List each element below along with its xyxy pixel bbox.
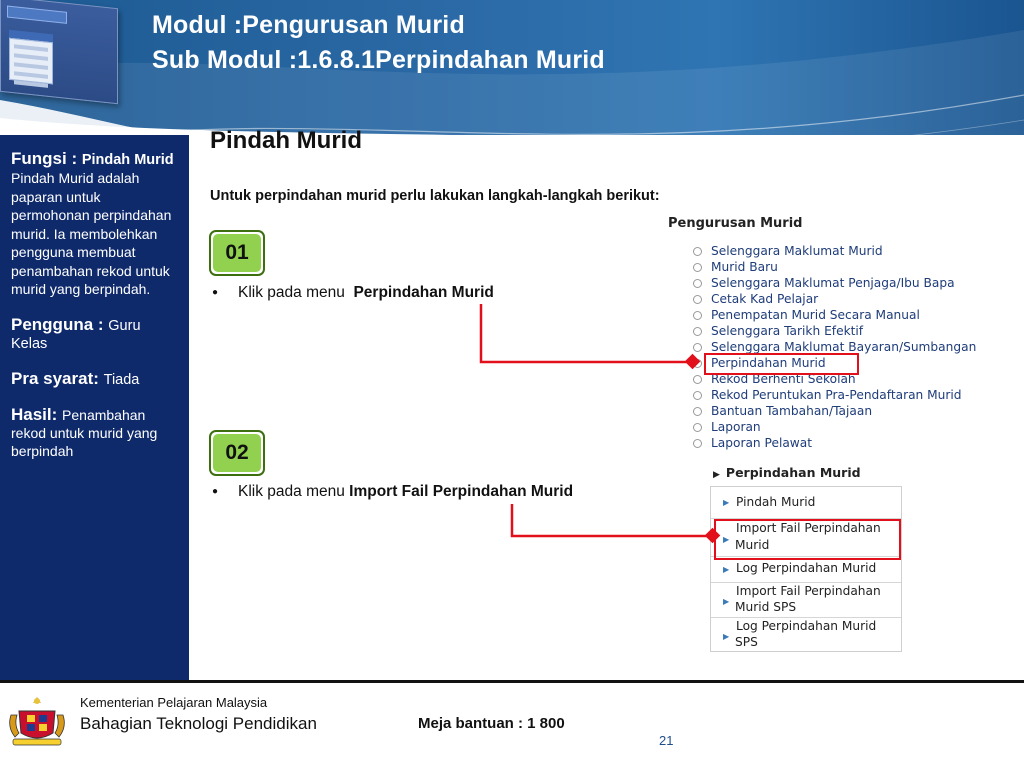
triangle-right-icon: ▶ <box>723 498 730 507</box>
bullet-icon: ● <box>212 486 219 497</box>
highlight-import-fail <box>714 519 901 560</box>
header-banner <box>0 0 1024 135</box>
submenu-item-import-fail-perpindahan-murid[interactable]: ▶ Import Fail Perpindahan Murid <box>711 519 901 557</box>
system-screenshot-thumbnail <box>0 0 118 104</box>
radio-icon <box>693 263 702 272</box>
page-number: 21 <box>659 733 674 748</box>
step-01-prefix: Klik pada menu <box>238 284 354 301</box>
helpdesk-number: Meja bantuan : 1 800 <box>418 715 565 732</box>
triangle-right-icon: ▶ <box>723 632 730 641</box>
connector-line-2 <box>512 504 712 536</box>
division-name: Bahagian Teknologi Pendidikan <box>80 714 317 733</box>
submenu-item-log-sps[interactable]: ▶ Log Perpindahan Murid SPS <box>723 619 877 649</box>
radio-icon <box>693 359 702 368</box>
ministry-name: Kementerian Pelajaran Malaysia <box>80 695 268 710</box>
pengurusan-murid-menu: Pengurusan Murid Selenggara Maklumat Murid Murid Baru Selenggara Maklumat Penjaga/Ibu Bapa Cetak Kad Pelajar Penempatan Murid Secara Manual Selenggara Tarikh Efektif Selenggara Maklumat Bayaran/Sumbangan Perpindahan Murid Rekod Berhenti Sekolah Rekod Peruntukan Pra-Pendaftaran Murid Bantuan Tambahan/Tajaan Laporan Laporan Pelawat <box>668 216 977 450</box>
fungsi-label: Fungsi : <box>11 149 82 168</box>
step-02-badge <box>209 430 265 476</box>
prasyarat-label: Pra syarat: <box>11 368 104 388</box>
submenu-item-log-perpindahan-murid[interactable]: ▶ Log Perpindahan Murid <box>711 557 901 583</box>
radio-icon <box>693 279 702 288</box>
fungsi-block <box>11 149 179 299</box>
radio-icon <box>693 375 702 384</box>
connector-line-1 <box>481 304 692 362</box>
step-01-instruction <box>212 284 494 302</box>
radio-icon <box>693 247 702 256</box>
footer-divider <box>0 680 1024 683</box>
pengguna-label: Pengguna : <box>11 314 109 334</box>
radio-icon <box>693 327 702 336</box>
step-02-instruction <box>212 483 573 501</box>
triangle-right-icon: ▶ <box>723 597 730 606</box>
radio-icon <box>693 439 702 448</box>
radio-icon <box>693 295 702 304</box>
instruction-text: Untuk perpindahan murid perlu lakukan langkah-langkah berikut: <box>210 188 660 204</box>
page-heading: Pindah Murid <box>210 127 362 154</box>
menu2-title: ▶ Perpindahan Murid <box>713 465 861 480</box>
step-number: 01 <box>213 234 261 272</box>
bullet-icon: ● <box>212 287 219 298</box>
radio-icon <box>693 391 702 400</box>
module-title: Modul :Pengurusan Murid <box>152 11 465 39</box>
step-number: 02 <box>213 434 261 472</box>
submenu-item-import-fail-sps[interactable]: ▶ Import Fail Perpindahan Murid SPS <box>711 583 901 618</box>
pengguna-value: Guru Kelas <box>11 317 141 352</box>
step-01-badge <box>209 230 265 276</box>
radio-icon <box>693 423 702 432</box>
radio-icon <box>693 407 702 416</box>
submodule-title: Sub Modul :1.6.8.1Perpindahan Murid <box>152 46 605 74</box>
triangle-right-icon: ▶ <box>723 535 730 544</box>
prasyarat-value: Tiada <box>103 371 140 388</box>
perpindahan-murid-submenu <box>710 486 902 652</box>
malaysia-coat-of-arms-logo <box>5 693 69 749</box>
prasyarat-block <box>11 369 179 389</box>
triangle-right-icon: ▶ <box>723 565 730 574</box>
triangle-right-icon: ▶ <box>713 470 720 480</box>
menu1-title: Pengurusan Murid <box>668 216 803 231</box>
highlight-perpindahan-murid <box>704 353 859 375</box>
hasil-value: Penambahan rekod untuk murid yang berpindah <box>11 406 158 459</box>
hasil-label: Hasil: <box>11 404 63 424</box>
step-02-menu-name: Import Fail Perpindahan Murid <box>349 483 574 500</box>
pengguna-block <box>11 315 179 353</box>
fungsi-description: Pindah Murid adalah paparan untuk permohonan perpindahan murid. Ia membolehkan pengguna membuat penambahan rekod untuk murid yang berpindah. <box>11 170 172 297</box>
step-02-prefix: Klik pada menu <box>238 483 350 500</box>
fungsi-value: Pindah Murid <box>81 152 174 168</box>
submenu-item-pindah-murid[interactable]: ▶ Pindah Murid <box>711 487 901 519</box>
radio-icon <box>693 343 702 352</box>
radio-icon <box>693 311 702 320</box>
left-info-panel <box>0 135 189 680</box>
step-01-menu-name: Perpindahan Murid <box>353 284 494 301</box>
hasil-block <box>11 405 179 461</box>
